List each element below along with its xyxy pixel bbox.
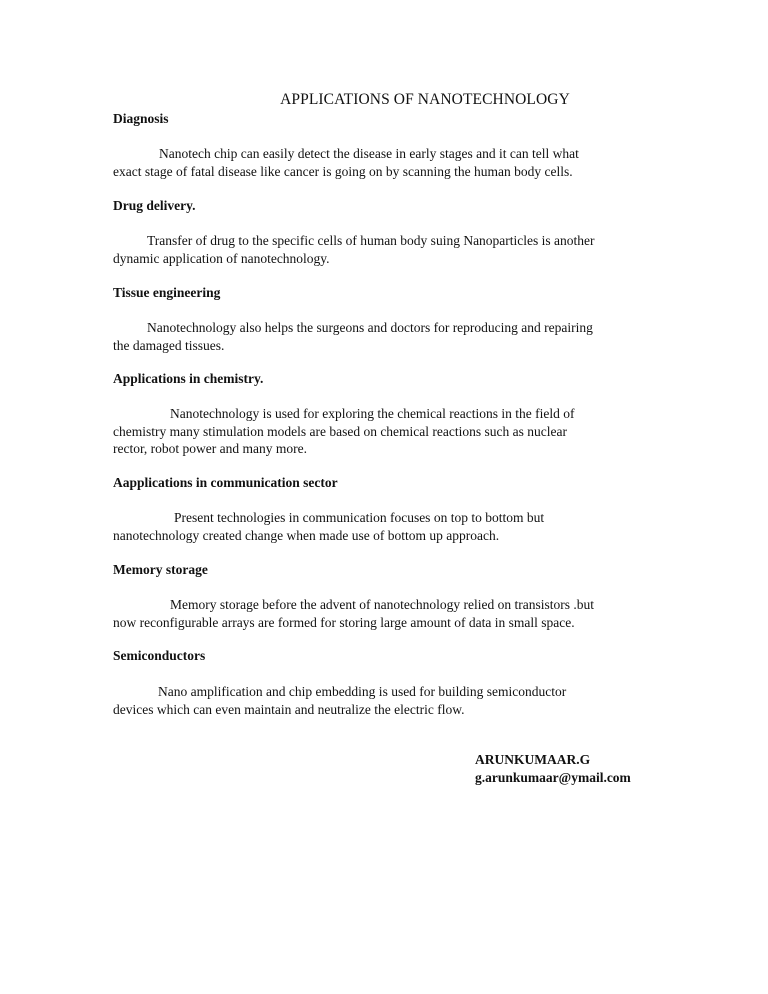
paragraph-line: Nanotech chip can easily detect the disease in early stages and it can tell what	[159, 146, 579, 161]
paragraph-line: now reconfigurable arrays are formed for storing large amount of data in small space.	[113, 614, 575, 630]
section-heading-diagnosis: Diagnosis	[113, 111, 169, 126]
paragraph-line: Present technologies in communication focuses on top to bottom but	[174, 510, 545, 525]
paragraph-line: devices which can even maintain and neutralize the electric flow.	[113, 701, 465, 717]
section-heading-memory-storage: Memory storage	[113, 562, 208, 577]
document-title: APPLICATIONS OF NANOTECHNOLOGY	[280, 91, 570, 108]
section-heading-communication: Aapplications in communication sector	[113, 475, 338, 490]
paragraph-line: Memory storage before the advent of nanotechnology relied on transistors .but	[170, 597, 595, 612]
paragraph-line: the damaged tissues.	[113, 337, 225, 353]
paragraph-line: Nanotechnology also helps the surgeons and doctors for reproducing and repairing	[147, 320, 593, 335]
section-body-chemistry	[113, 405, 653, 458]
section-heading-semiconductors: Semiconductors	[113, 648, 206, 663]
paragraph-line: dynamic application of nanotechnology.	[113, 250, 330, 266]
paragraph-line: rector, robot power and many more.	[113, 441, 308, 457]
author-block	[475, 751, 631, 787]
paragraph-line: chemistry many stimulation models are based on chemical reactions such as nuclear	[113, 423, 567, 439]
section-heading-chemistry: Applications in chemistry.	[113, 371, 264, 386]
paragraph-line: exact stage of fatal disease like cancer is going on by scanning the human body cells.	[113, 163, 573, 179]
author-name: ARUNKUMAAR.G	[475, 752, 591, 767]
section-body-communication	[113, 509, 653, 544]
paragraph-line: nanotechnology created change when made use of bottom up approach.	[113, 527, 500, 543]
author-email: g.arunkumaar@ymail.com	[475, 770, 631, 785]
paragraph-line: Nanotechnology is used for exploring the chemical reactions in the field of	[170, 406, 575, 421]
section-body-memory-storage	[113, 596, 653, 631]
section-body-diagnosis	[113, 145, 653, 180]
section-body-drug-delivery	[113, 232, 653, 267]
section-body-semiconductors	[113, 683, 653, 718]
paragraph-line: Nano amplification and chip embedding is used for building semiconductor	[158, 684, 567, 699]
paragraph-line: Transfer of drug to the specific cells of human body suing Nanoparticles is another	[147, 233, 595, 248]
section-body-tissue-engineering	[113, 319, 653, 354]
section-heading-tissue-engineering: Tissue engineering	[113, 285, 221, 300]
section-heading-drug-delivery: Drug delivery.	[113, 198, 196, 213]
